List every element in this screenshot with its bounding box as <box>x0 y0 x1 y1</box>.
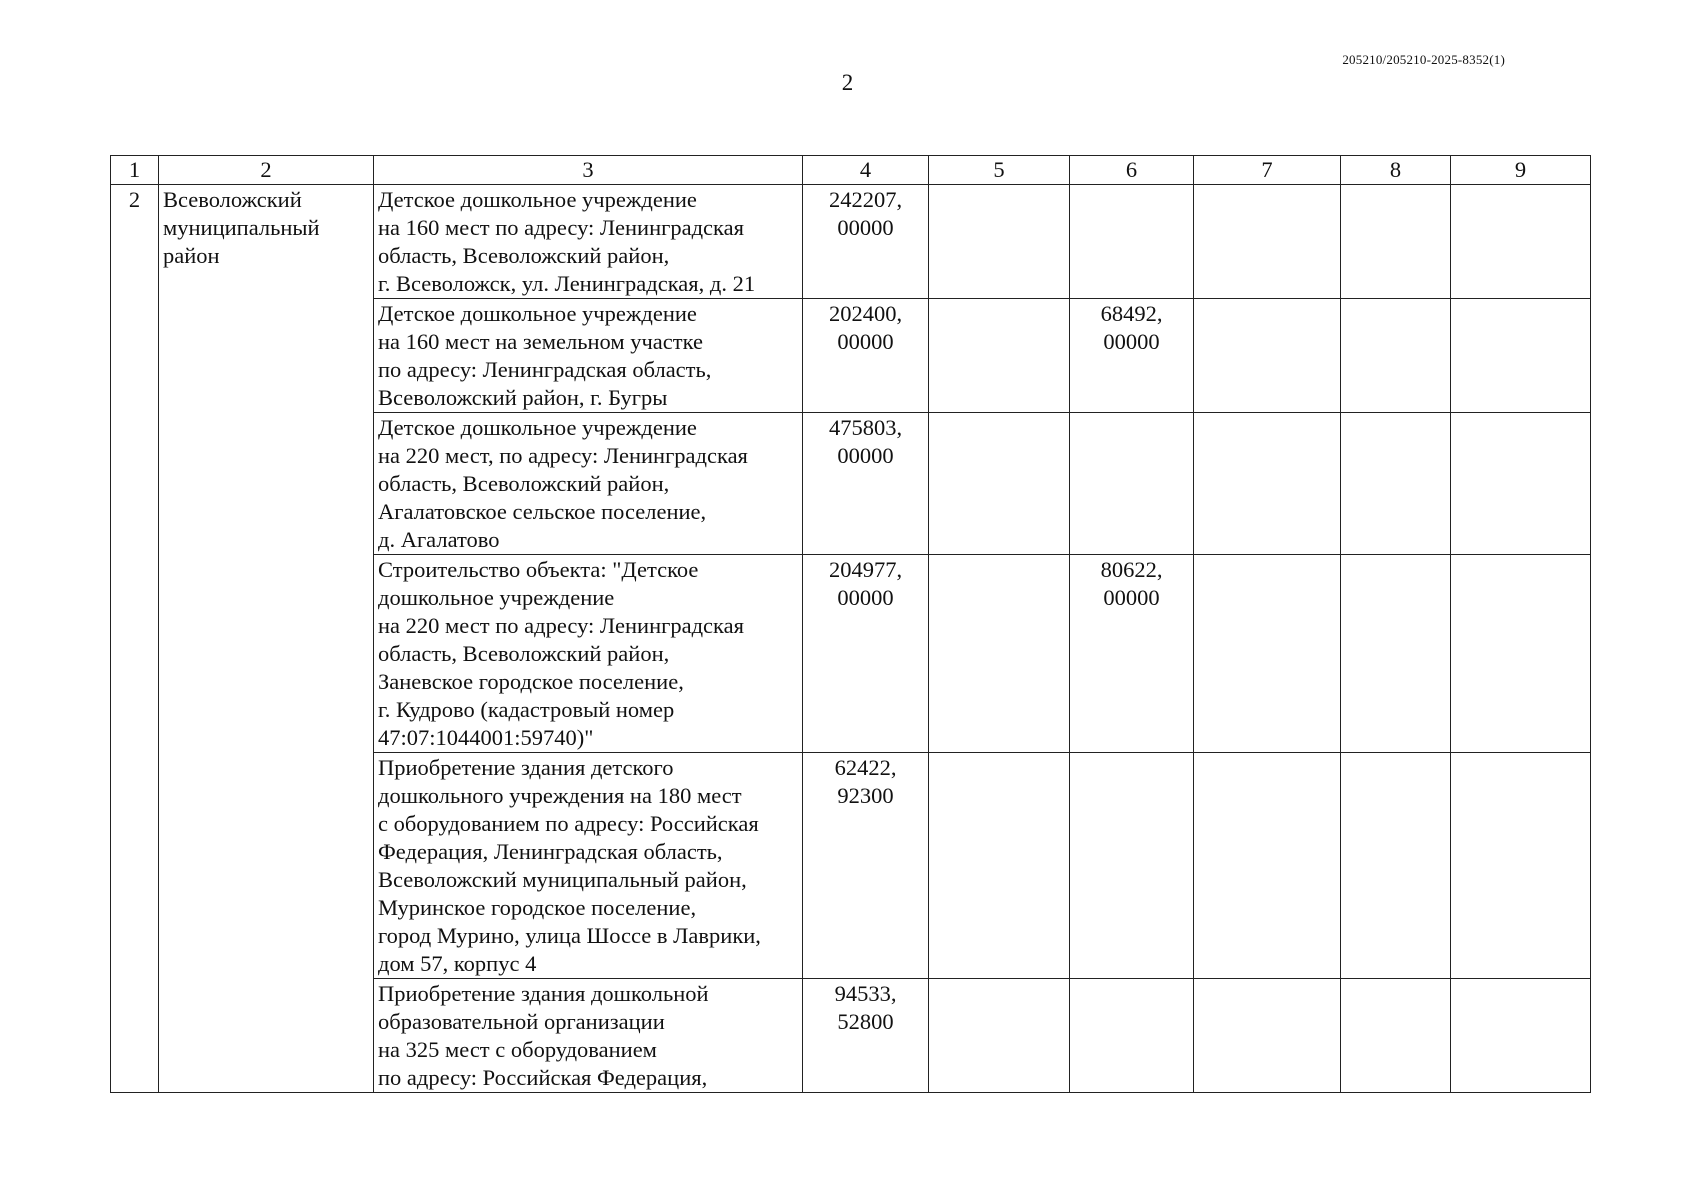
amount-cell-col8 <box>1341 753 1451 979</box>
amount-cell-col5 <box>929 753 1070 979</box>
amount-cell-col7 <box>1194 185 1341 299</box>
amount-cell-col9 <box>1451 185 1591 299</box>
amount-cell-col6 <box>1070 753 1194 979</box>
column-header: 6 <box>1070 156 1194 185</box>
amount-cell-col7 <box>1194 413 1341 555</box>
column-header: 5 <box>929 156 1070 185</box>
column-header: 9 <box>1451 156 1591 185</box>
amount-cell-col5 <box>929 413 1070 555</box>
amount-cell-col7 <box>1194 753 1341 979</box>
object-description-cell: Строительство объекта: "Детское дошкольное учреждение на 220 мест по адресу: Ленинградская область, Всеволожский район, Заневское городское поселение, г. Кудрово (кадастровый номер 47:07:1044001:59740)" <box>374 555 803 753</box>
amount-cell-col7 <box>1194 299 1341 413</box>
amount-cell-col5 <box>929 185 1070 299</box>
amount-cell-col7 <box>1194 979 1341 1093</box>
amount-cell-col9 <box>1451 299 1591 413</box>
amount-cell-col8 <box>1341 979 1451 1093</box>
amount-cell-col9 <box>1451 413 1591 555</box>
amount-cell-col5 <box>929 555 1070 753</box>
amount-cell-col8 <box>1341 299 1451 413</box>
amount-cell-col6: 68492, 00000 <box>1070 299 1194 413</box>
column-number-row <box>111 156 1591 185</box>
column-header: 8 <box>1341 156 1451 185</box>
object-description-cell: Детское дошкольное учреждение на 160 мест на земельном участке по адресу: Ленинградская область, Всеволожский район, г. Бугры <box>374 299 803 413</box>
amount-cell-col9 <box>1451 753 1591 979</box>
objects-table <box>110 155 1591 1093</box>
object-description-cell: Приобретение здания детского дошкольного учреждения на 180 мест с оборудованием по адресу: Российская Федерация, Ленинградская область, Всеволожский муниципальный район, Муринское городское поселение, город Мурино, улица Шоссе в Лаврики, дом 57, корпус 4 <box>374 753 803 979</box>
amount-cell-col5 <box>929 979 1070 1093</box>
amount-cell-col6 <box>1070 979 1194 1093</box>
column-header: 2 <box>159 156 374 185</box>
object-description-cell: Детское дошкольное учреждение на 220 мест, по адресу: Ленинградская область, Всеволожский район, Агалатовское сельское поселение, д. Агалатово <box>374 413 803 555</box>
amount-cell-col9 <box>1451 555 1591 753</box>
column-header: 4 <box>803 156 929 185</box>
amount-cell-col4: 94533, 52800 <box>803 979 929 1093</box>
row-index-cell: 2 <box>111 185 159 1093</box>
amount-cell-col8 <box>1341 185 1451 299</box>
amount-cell-col6: 80622, 00000 <box>1070 555 1194 753</box>
column-header: 1 <box>111 156 159 185</box>
amount-cell-col4: 202400, 00000 <box>803 299 929 413</box>
amount-cell-col5 <box>929 299 1070 413</box>
amount-cell-col6 <box>1070 185 1194 299</box>
object-description-cell: Детское дошкольное учреждение на 160 мест по адресу: Ленинградская область, Всеволожский район, г. Всеволожск, ул. Ленинградская, д. 21 <box>374 185 803 299</box>
amount-cell-col4: 62422, 92300 <box>803 753 929 979</box>
amount-cell-col6 <box>1070 413 1194 555</box>
object-description-cell: Приобретение здания дошкольной образовательной организации на 325 мест с оборудованием по адресу: Российская Федерация, <box>374 979 803 1093</box>
page-number: 2 <box>841 70 854 95</box>
amount-cell-col8 <box>1341 413 1451 555</box>
amount-cell-col4: 204977, 00000 <box>803 555 929 753</box>
column-header: 3 <box>374 156 803 185</box>
column-header: 7 <box>1194 156 1341 185</box>
document-id: 205210/205210-2025-8352(1) <box>1342 52 1505 67</box>
amount-cell-col9 <box>1451 979 1591 1093</box>
district-cell: Всеволожский муниципальный район <box>159 185 374 1093</box>
amount-cell-col8 <box>1341 555 1451 753</box>
amount-cell-col4: 475803, 00000 <box>803 413 929 555</box>
amount-cell-col7 <box>1194 555 1341 753</box>
amount-cell-col4: 242207, 00000 <box>803 185 929 299</box>
table-row <box>111 185 1591 299</box>
